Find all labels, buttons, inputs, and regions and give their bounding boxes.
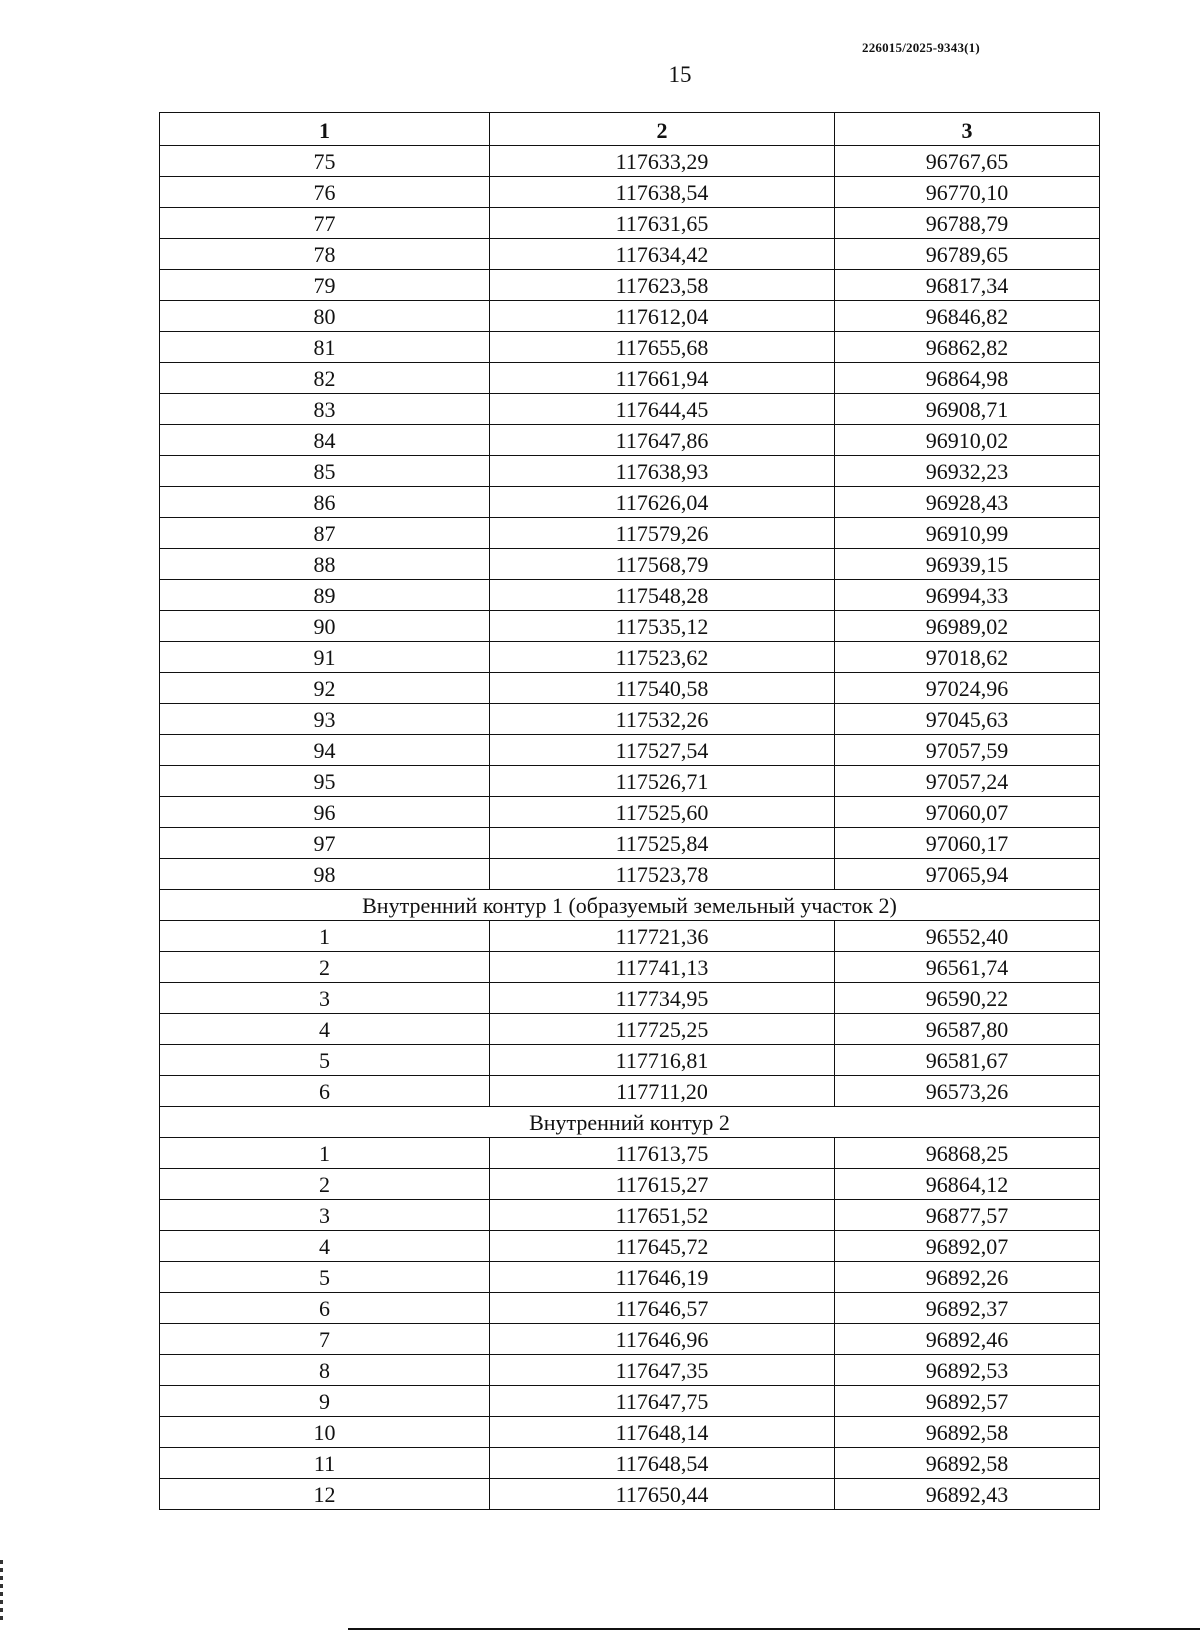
x-coordinate-cell: 117631,65: [490, 208, 835, 239]
y-coordinate-cell: 96877,57: [835, 1200, 1100, 1231]
section-row: [160, 1107, 1100, 1138]
table-row: [160, 301, 1100, 332]
x-coordinate-cell: 117651,52: [490, 1200, 835, 1231]
y-coordinate-cell: 96552,40: [835, 921, 1100, 952]
x-coordinate-cell: 117568,79: [490, 549, 835, 580]
x-coordinate-cell: 117527,54: [490, 735, 835, 766]
x-coordinate-cell: 117646,96: [490, 1324, 835, 1355]
point-number-cell: 94: [160, 735, 490, 766]
point-number-cell: 6: [160, 1293, 490, 1324]
y-coordinate-cell: 97057,24: [835, 766, 1100, 797]
table-row: [160, 1076, 1100, 1107]
table-row: [160, 704, 1100, 735]
page-number: 15: [668, 62, 692, 87]
y-coordinate-cell: 96864,12: [835, 1169, 1100, 1200]
point-number-cell: 76: [160, 177, 490, 208]
y-coordinate-cell: 96892,26: [835, 1262, 1100, 1293]
x-coordinate-cell: 117615,27: [490, 1169, 835, 1200]
y-coordinate-cell: 96561,74: [835, 952, 1100, 983]
table-row: [160, 1045, 1100, 1076]
x-coordinate-cell: 117647,75: [490, 1386, 835, 1417]
point-number-cell: 88: [160, 549, 490, 580]
column-header-x: 2: [490, 113, 835, 146]
table-row: [160, 1200, 1100, 1231]
point-number-cell: 78: [160, 239, 490, 270]
point-number-cell: 96: [160, 797, 490, 828]
y-coordinate-cell: 96817,34: [835, 270, 1100, 301]
y-coordinate-cell: 96892,57: [835, 1386, 1100, 1417]
x-coordinate-cell: 117525,60: [490, 797, 835, 828]
table-body: [160, 146, 1100, 1510]
x-coordinate-cell: 117741,13: [490, 952, 835, 983]
x-coordinate-cell: 117634,42: [490, 239, 835, 270]
point-number-cell: 5: [160, 1262, 490, 1293]
table-row: [160, 1479, 1100, 1510]
table-row: [160, 177, 1100, 208]
y-coordinate-cell: 96994,33: [835, 580, 1100, 611]
y-coordinate-cell: 96908,71: [835, 394, 1100, 425]
x-coordinate-cell: 117612,04: [490, 301, 835, 332]
x-coordinate-cell: 117523,78: [490, 859, 835, 890]
table-row: [160, 1138, 1100, 1169]
point-number-cell: 82: [160, 363, 490, 394]
x-coordinate-cell: 117638,54: [490, 177, 835, 208]
table-row: [160, 1448, 1100, 1479]
x-coordinate-cell: 117645,72: [490, 1231, 835, 1262]
point-number-cell: 11: [160, 1448, 490, 1479]
point-number-cell: 91: [160, 642, 490, 673]
column-header-point: 1: [160, 113, 490, 146]
x-coordinate-cell: 117716,81: [490, 1045, 835, 1076]
y-coordinate-cell: 96590,22: [835, 983, 1100, 1014]
x-coordinate-cell: 117711,20: [490, 1076, 835, 1107]
x-coordinate-cell: 117540,58: [490, 673, 835, 704]
column-header-y: 3: [835, 113, 1100, 146]
x-coordinate-cell: 117526,71: [490, 766, 835, 797]
table-row: [160, 518, 1100, 549]
table-row: [160, 983, 1100, 1014]
table-row: [160, 1324, 1100, 1355]
point-number-cell: 85: [160, 456, 490, 487]
x-coordinate-cell: 117734,95: [490, 983, 835, 1014]
table-row: [160, 1169, 1100, 1200]
x-coordinate-cell: 117633,29: [490, 146, 835, 177]
point-number-cell: 3: [160, 1200, 490, 1231]
section-title: Внутренний контур 1 (образуемый земельный участок 2): [160, 890, 1100, 921]
table-row: [160, 332, 1100, 363]
point-number-cell: 6: [160, 1076, 490, 1107]
x-coordinate-cell: 117647,35: [490, 1355, 835, 1386]
y-coordinate-cell: 96789,65: [835, 239, 1100, 270]
y-coordinate-cell: 96788,79: [835, 208, 1100, 239]
point-number-cell: 2: [160, 952, 490, 983]
table-row: [160, 1355, 1100, 1386]
point-number-cell: 77: [160, 208, 490, 239]
point-number-cell: 89: [160, 580, 490, 611]
point-number-cell: 84: [160, 425, 490, 456]
table-row: [160, 611, 1100, 642]
x-coordinate-cell: 117638,93: [490, 456, 835, 487]
table-row: [160, 239, 1100, 270]
y-coordinate-cell: 97060,07: [835, 797, 1100, 828]
point-number-cell: 5: [160, 1045, 490, 1076]
y-coordinate-cell: 96892,07: [835, 1231, 1100, 1262]
point-number-cell: 93: [160, 704, 490, 735]
section-row: [160, 890, 1100, 921]
y-coordinate-cell: 96892,58: [835, 1448, 1100, 1479]
point-number-cell: 3: [160, 983, 490, 1014]
table-row: [160, 363, 1100, 394]
scan-edge-mark: [0, 1560, 3, 1620]
table-row: [160, 270, 1100, 301]
coordinates-table: [159, 112, 1100, 1510]
point-number-cell: 81: [160, 332, 490, 363]
point-number-cell: 4: [160, 1231, 490, 1262]
y-coordinate-cell: 96864,98: [835, 363, 1100, 394]
point-number-cell: 1: [160, 921, 490, 952]
point-number-cell: 4: [160, 1014, 490, 1045]
table-row: [160, 146, 1100, 177]
table-row: [160, 1386, 1100, 1417]
point-number-cell: 90: [160, 611, 490, 642]
table-row: [160, 642, 1100, 673]
document-id: 226015/2025-9343(1): [862, 40, 980, 55]
table-row: [160, 487, 1100, 518]
table-row: [160, 921, 1100, 952]
x-coordinate-cell: 117525,84: [490, 828, 835, 859]
x-coordinate-cell: 117523,62: [490, 642, 835, 673]
table-row: [160, 456, 1100, 487]
table-row: [160, 828, 1100, 859]
x-coordinate-cell: 117647,86: [490, 425, 835, 456]
y-coordinate-cell: 96862,82: [835, 332, 1100, 363]
y-coordinate-cell: 97024,96: [835, 673, 1100, 704]
x-coordinate-cell: 117725,25: [490, 1014, 835, 1045]
point-number-cell: 97: [160, 828, 490, 859]
y-coordinate-cell: 96892,37: [835, 1293, 1100, 1324]
table-row: [160, 797, 1100, 828]
point-number-cell: 75: [160, 146, 490, 177]
y-coordinate-cell: 96581,67: [835, 1045, 1100, 1076]
x-coordinate-cell: 117661,94: [490, 363, 835, 394]
x-coordinate-cell: 117648,54: [490, 1448, 835, 1479]
y-coordinate-cell: 96846,82: [835, 301, 1100, 332]
y-coordinate-cell: 97065,94: [835, 859, 1100, 890]
table-row: [160, 673, 1100, 704]
y-coordinate-cell: 96770,10: [835, 177, 1100, 208]
y-coordinate-cell: 96892,53: [835, 1355, 1100, 1386]
table-row: [160, 1417, 1100, 1448]
x-coordinate-cell: 117648,14: [490, 1417, 835, 1448]
y-coordinate-cell: 96573,26: [835, 1076, 1100, 1107]
table-row: [160, 425, 1100, 456]
x-coordinate-cell: 117579,26: [490, 518, 835, 549]
table-row: [160, 208, 1100, 239]
point-number-cell: 95: [160, 766, 490, 797]
table-row: [160, 735, 1100, 766]
point-number-cell: 10: [160, 1417, 490, 1448]
table-row: [160, 1014, 1100, 1045]
table-row: [160, 1293, 1100, 1324]
x-coordinate-cell: 117655,68: [490, 332, 835, 363]
point-number-cell: 80: [160, 301, 490, 332]
x-coordinate-cell: 117644,45: [490, 394, 835, 425]
y-coordinate-cell: 96989,02: [835, 611, 1100, 642]
table-row: [160, 549, 1100, 580]
point-number-cell: 92: [160, 673, 490, 704]
point-number-cell: 79: [160, 270, 490, 301]
point-number-cell: 86: [160, 487, 490, 518]
y-coordinate-cell: 97045,63: [835, 704, 1100, 735]
point-number-cell: 7: [160, 1324, 490, 1355]
table-row: [160, 1231, 1100, 1262]
point-number-cell: 83: [160, 394, 490, 425]
x-coordinate-cell: 117535,12: [490, 611, 835, 642]
y-coordinate-cell: 96767,65: [835, 146, 1100, 177]
x-coordinate-cell: 117532,26: [490, 704, 835, 735]
y-coordinate-cell: 96910,02: [835, 425, 1100, 456]
x-coordinate-cell: 117721,36: [490, 921, 835, 952]
x-coordinate-cell: 117623,58: [490, 270, 835, 301]
point-number-cell: 9: [160, 1386, 490, 1417]
x-coordinate-cell: 117626,04: [490, 487, 835, 518]
x-coordinate-cell: 117548,28: [490, 580, 835, 611]
y-coordinate-cell: 97060,17: [835, 828, 1100, 859]
y-coordinate-cell: 96587,80: [835, 1014, 1100, 1045]
y-coordinate-cell: 96892,46: [835, 1324, 1100, 1355]
header-row: [160, 113, 1100, 146]
point-number-cell: 2: [160, 1169, 490, 1200]
table-row: [160, 1262, 1100, 1293]
x-coordinate-cell: 117646,57: [490, 1293, 835, 1324]
table-row: [160, 580, 1100, 611]
x-coordinate-cell: 117613,75: [490, 1138, 835, 1169]
point-number-cell: 1: [160, 1138, 490, 1169]
y-coordinate-cell: 96932,23: [835, 456, 1100, 487]
section-title: Внутренний контур 2: [160, 1107, 1100, 1138]
y-coordinate-cell: 96928,43: [835, 487, 1100, 518]
point-number-cell: 12: [160, 1479, 490, 1510]
y-coordinate-cell: 97057,59: [835, 735, 1100, 766]
table-header: [160, 113, 1100, 146]
x-coordinate-cell: 117650,44: [490, 1479, 835, 1510]
x-coordinate-cell: 117646,19: [490, 1262, 835, 1293]
point-number-cell: 8: [160, 1355, 490, 1386]
y-coordinate-cell: 96939,15: [835, 549, 1100, 580]
y-coordinate-cell: 96892,43: [835, 1479, 1100, 1510]
y-coordinate-cell: 96910,99: [835, 518, 1100, 549]
table-row: [160, 952, 1100, 983]
y-coordinate-cell: 96892,58: [835, 1417, 1100, 1448]
point-number-cell: 98: [160, 859, 490, 890]
table-row: [160, 859, 1100, 890]
table-row: [160, 766, 1100, 797]
table-row: [160, 394, 1100, 425]
point-number-cell: 87: [160, 518, 490, 549]
y-coordinate-cell: 97018,62: [835, 642, 1100, 673]
y-coordinate-cell: 96868,25: [835, 1138, 1100, 1169]
